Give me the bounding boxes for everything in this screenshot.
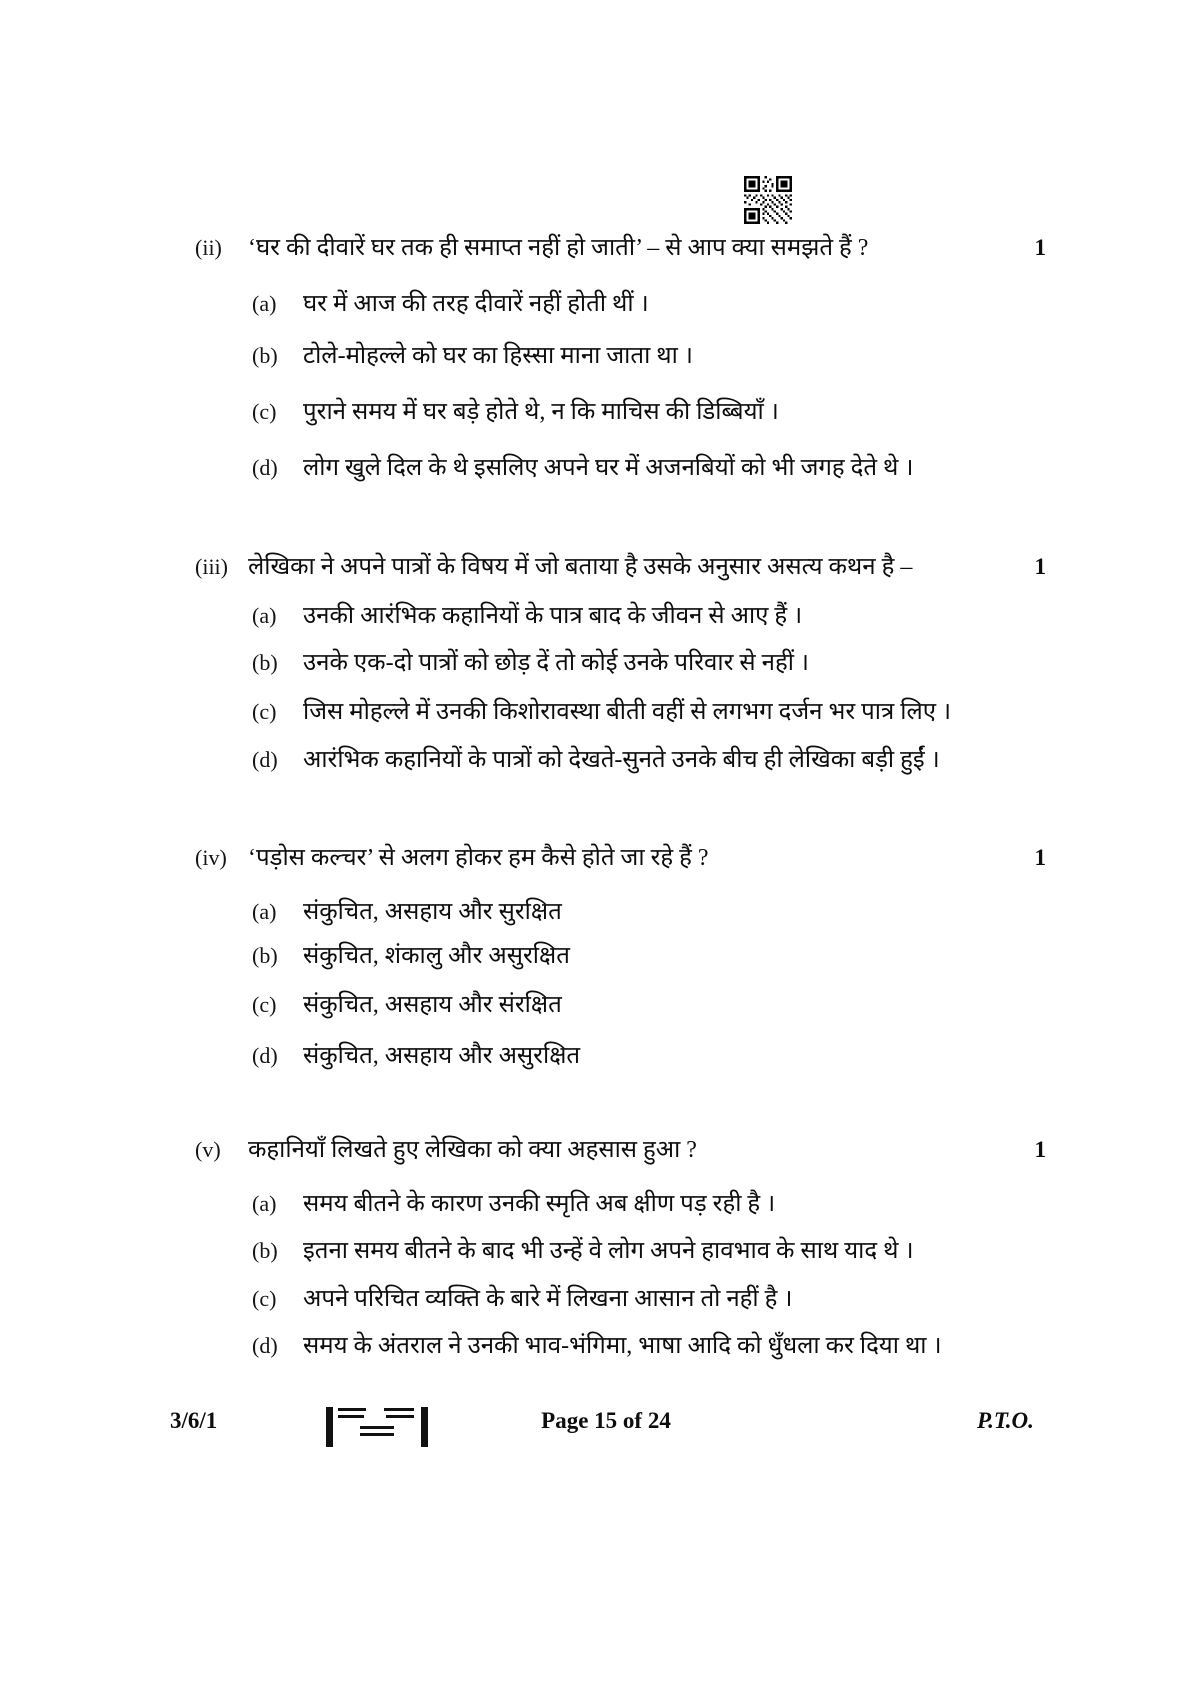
question-text: ‘पड़ोस कल्चर’ से अलग होकर हम कैसे होते जा रहे हैं ? bbox=[248, 845, 709, 871]
option-text: अपने परिचित व्यक्ति के बारे में लिखना आसान तो नहीं है । bbox=[303, 1286, 793, 1312]
question-text: कहानियाँ लिखते हुए लेखिका को क्या अहसास हुआ ? bbox=[248, 1137, 697, 1163]
option-text: पुराने समय में घर बड़े होते थे, न कि माचिस की डिब्बियाँ । bbox=[303, 399, 779, 425]
option-label: (a) bbox=[252, 291, 277, 316]
option-label: (a) bbox=[252, 899, 277, 924]
page-number: Page 15 of 24 bbox=[541, 1408, 671, 1433]
marks-value: 1 bbox=[1034, 554, 1046, 579]
option-label: (d) bbox=[252, 1043, 278, 1068]
option-label: (a) bbox=[252, 603, 277, 628]
option-text: आरंभिक कहानियों के पात्रों को देखते-सुनते उनके बीच ही लेखिका बड़ी हुईं । bbox=[303, 747, 940, 773]
option-label: (c) bbox=[252, 992, 277, 1017]
marks-value: 1 bbox=[1034, 845, 1046, 870]
marks-value: 1 bbox=[1034, 1137, 1046, 1162]
option-text: संकुचित, असहाय और सुरक्षित bbox=[303, 899, 562, 925]
option-label: (c) bbox=[252, 1286, 277, 1311]
option-label: (b) bbox=[252, 650, 278, 675]
option-text: घर में आज की तरह दीवारें नहीं होती थीं । bbox=[303, 291, 649, 317]
option-label: (b) bbox=[252, 943, 278, 968]
option-label: (b) bbox=[252, 1238, 278, 1263]
option-text: संकुचित, असहाय और असुरक्षित bbox=[303, 1043, 581, 1069]
option-text: समय के अंतराल ने उनकी भाव-भंगिमा, भाषा आदि को धुँधला कर दिया था । bbox=[303, 1333, 942, 1359]
option-label: (d) bbox=[252, 747, 278, 772]
option-label: (c) bbox=[252, 699, 277, 724]
option-text: संकुचित, शंकालु और असुरक्षित bbox=[303, 943, 570, 969]
option-text: समय बीतने के कारण उनकी स्मृति अब क्षीण पड़ रही है । bbox=[303, 1191, 776, 1217]
question-text: लेखिका ने अपने पात्रों के विषय में जो बताया है उसके अनुसार असत्य कथन है – bbox=[248, 554, 913, 580]
option-label: (c) bbox=[252, 399, 277, 424]
option-text: जिस मोहल्ले में उनकी किशोरावस्था बीती वहीं से लगभग दर्जन भर पात्र लिए । bbox=[303, 699, 952, 725]
option-text: लोग खुले दिल के थे इसलिए अपने घर में अजनबियों को भी जगह देते थे । bbox=[303, 455, 914, 481]
option-text: टोले-मोहल्ले को घर का हिस्सा माना जाता था । bbox=[303, 343, 693, 369]
option-text: उनकी आरंभिक कहानियों के पात्र बाद के जीवन से आए हैं । bbox=[303, 603, 803, 629]
pto-label: P.T.O. bbox=[977, 1408, 1034, 1433]
option-label: (b) bbox=[252, 343, 278, 368]
question-number: (iii) bbox=[195, 554, 228, 579]
question-number: (v) bbox=[195, 1137, 221, 1162]
registration-mark bbox=[326, 1407, 428, 1447]
option-label: (d) bbox=[252, 455, 278, 480]
option-text: संकुचित, असहाय और संरक्षित bbox=[303, 992, 562, 1018]
question-number: (iv) bbox=[195, 845, 227, 870]
question-text: ‘घर की दीवारें घर तक ही समाप्त नहीं हो जाती’ – से आप क्या समझते हैं ? bbox=[248, 235, 869, 261]
option-label: (d) bbox=[252, 1333, 278, 1358]
marks-value: 1 bbox=[1034, 235, 1046, 260]
option-label: (a) bbox=[252, 1191, 277, 1216]
question-number: (ii) bbox=[195, 235, 222, 260]
paper-code: 3/6/1 bbox=[170, 1408, 218, 1433]
option-text: इतना समय बीतने के बाद भी उन्हें वे लोग अपने हावभाव के साथ याद थे । bbox=[303, 1238, 914, 1264]
option-text: उनके एक-दो पात्रों को छोड़ दें तो कोई उनके परिवार से नहीं । bbox=[303, 650, 810, 676]
qr-code bbox=[744, 176, 792, 224]
